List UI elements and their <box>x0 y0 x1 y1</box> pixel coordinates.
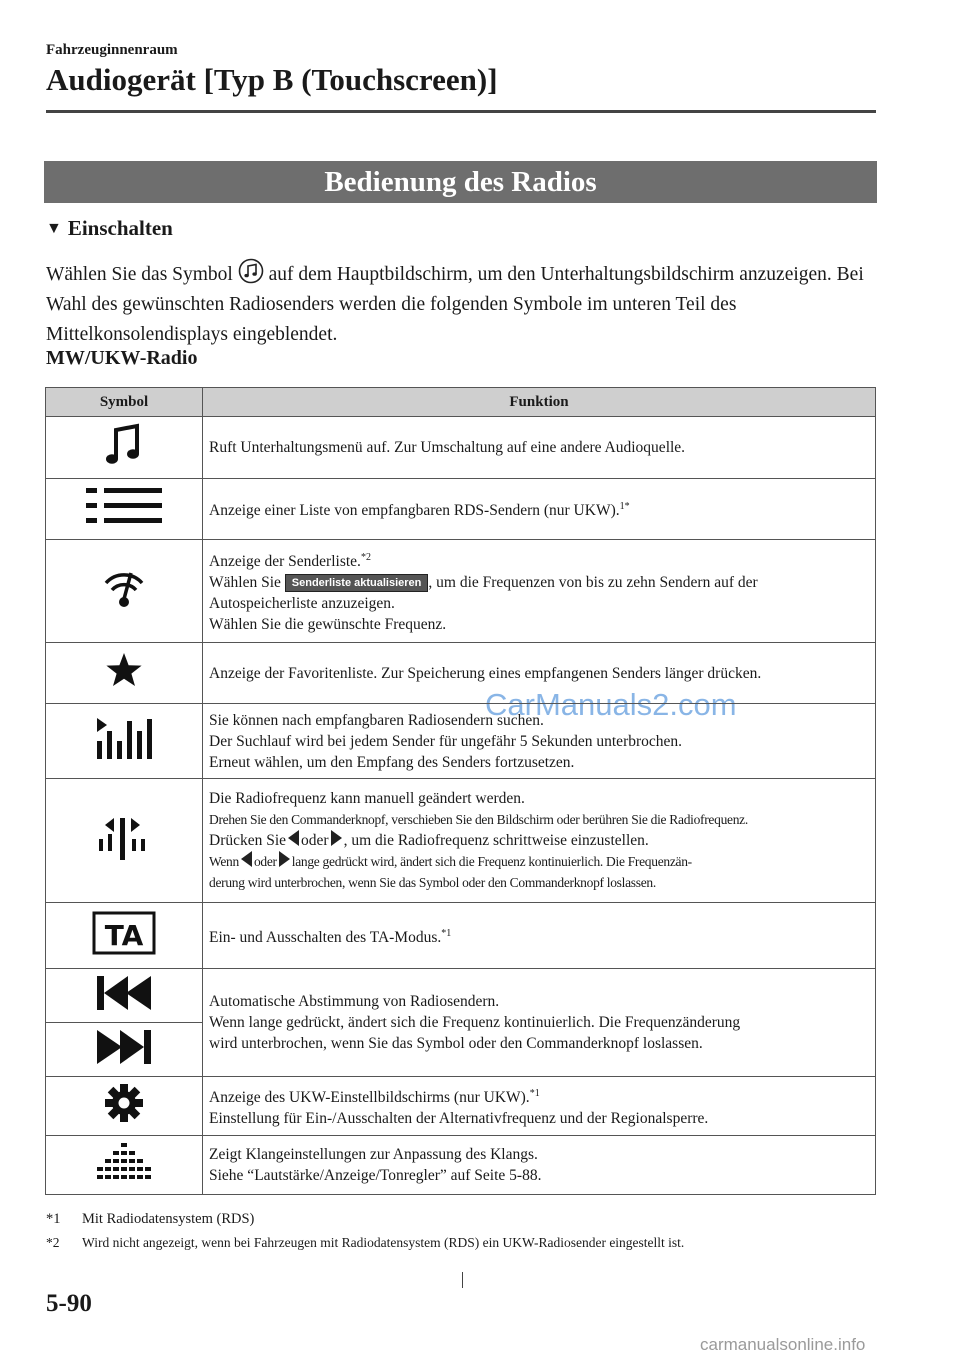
function-text: Der Suchlauf wird bei jedem Sender für ungefähr 5 Sekunden unterbrochen. <box>209 732 683 750</box>
function-text: Autospeicherliste anzuzeigen. <box>209 595 395 613</box>
page-title: Audiogerät [Typ B (Touchscreen)] <box>46 62 498 97</box>
footnote-ref: *2 <box>360 551 371 563</box>
triangle-left-icon <box>241 851 252 867</box>
function-text: Ruft Unterhaltungsmenü auf. Zur Umschaltung auf eine andere Audioquelle. <box>209 439 686 456</box>
function-text: Siehe “Lautstärke/Anzeige/Tonregler” auf Seite 5-88. <box>209 1167 542 1184</box>
function-text: Zeigt Klangeinstellungen zur Anpassung des Klangs. <box>209 1146 538 1163</box>
function-text: Automatische Abstimmung von Radiosendern. <box>209 993 500 1010</box>
function-cell <box>203 704 876 779</box>
symbol-cell <box>46 643 203 704</box>
band-heading: MW/UKW-Radio <box>46 347 198 369</box>
function-table <box>45 387 876 1195</box>
function-cell <box>203 479 876 540</box>
function-cell <box>203 779 876 903</box>
equalizer-segment <box>121 1159 127 1163</box>
triangle-left-icon <box>288 830 299 846</box>
ta-icon <box>92 911 156 955</box>
function-text: Einstellung für Ein-/Ausschalten der Alternativfrequenz und der Regionalsperre. <box>209 1110 709 1128</box>
symbol-cell <box>46 540 203 643</box>
equalizer-segment <box>105 1159 111 1163</box>
equalizer-segment <box>137 1175 143 1179</box>
section-title: Bedienung des Radios <box>44 161 877 203</box>
antenna-icon <box>102 567 146 609</box>
equalizer-segment <box>121 1167 127 1171</box>
table-row <box>46 643 876 704</box>
function-text: Wählen Sie <box>209 574 285 592</box>
footnote-2 <box>46 1231 684 1254</box>
function-text: Wählen Sie die gewünschte Frequenz. <box>209 616 447 634</box>
intro-text-end: auf dem Hauptbildschirm, um den Unterhaltungsbildschirm anzuzeigen. Bei Wahl des gewünschten Radiosenders werden die folgenden Symbole im unteren Teil des Mittelkonsolendisplays eingeblendet. <box>46 264 864 345</box>
table-row <box>46 1077 876 1136</box>
equalizer-segment <box>113 1159 119 1163</box>
footnote-ref: *1 <box>529 1087 540 1099</box>
function-text: derung wird unterbrochen, wenn Sie das Symbol oder den Commanderknopf loslassen. <box>209 875 656 890</box>
footnote-1 <box>46 1208 684 1231</box>
intro-text-start: Wählen Sie das Symbol <box>46 264 238 285</box>
function-cell <box>203 903 876 969</box>
function-text: Anzeige der Senderliste. <box>209 553 361 571</box>
skip-forward-icon <box>95 1028 153 1066</box>
function-text: Drücken Sie <box>209 832 287 849</box>
symbol-cell <box>46 1077 203 1136</box>
symbol-cell <box>46 779 203 903</box>
function-cell <box>203 643 876 704</box>
equalizer-segment <box>121 1143 127 1147</box>
function-text: oder <box>301 832 329 849</box>
symbol-cell <box>46 1136 203 1195</box>
equalizer-segment <box>145 1167 151 1171</box>
table-header <box>46 388 876 417</box>
equalizer-segment <box>137 1167 143 1171</box>
symbol-cell <box>46 1023 203 1077</box>
chapter-label: Fahrzeuginnenraum <box>46 42 178 58</box>
table-row <box>46 969 876 1023</box>
function-text: , um die Frequenzen von bis zu zehn Sendern auf der <box>428 574 758 592</box>
title-divider <box>46 110 876 113</box>
function-cell <box>203 1136 876 1195</box>
equalizer-segment <box>129 1159 135 1163</box>
footnote-ref: *1 <box>441 927 452 939</box>
subheading-text: Einschalten <box>67 216 173 240</box>
footnote-ref: 1* <box>619 501 630 513</box>
table-row <box>46 479 876 540</box>
function-text: Die Radiofrequenz kann manuell geändert werden. <box>209 790 525 807</box>
function-text: Anzeige der Favoritenliste. Zur Speicherung eines empfangenen Senders länger drücken. <box>209 664 762 682</box>
table-row <box>46 540 876 643</box>
watermark: CarManuals2.com <box>485 687 737 722</box>
ta-icon-label: TA <box>104 918 144 952</box>
function-text: Anzeige einer Liste von empfangbaren RDS-Sendern (nur UKW). <box>209 502 620 520</box>
function-cell <box>203 540 876 643</box>
function-text: Wenn <box>209 854 239 869</box>
equalizer-segment <box>129 1167 135 1171</box>
symbol-column-header: Symbol <box>46 388 203 417</box>
equalizer-segment <box>137 1159 143 1163</box>
equalizer-segment <box>105 1175 111 1179</box>
function-text: oder <box>253 854 277 869</box>
triangle-down-icon: ▼ <box>46 220 62 237</box>
scan-icon <box>94 715 154 761</box>
symbol-cell <box>46 969 203 1023</box>
triangle-right-icon <box>279 851 290 867</box>
equalizer-segment <box>121 1175 127 1179</box>
function-text: Sie können nach empfangbaren Radiosendern suchen. <box>209 711 544 729</box>
star-icon <box>105 652 143 688</box>
equalizer-segment <box>105 1167 111 1171</box>
equalizer-segment <box>145 1175 151 1179</box>
update-station-list-button: Senderliste aktualisieren <box>285 574 429 592</box>
center-tick <box>462 1272 463 1288</box>
tune-icon <box>97 815 151 861</box>
table-row <box>46 1136 876 1195</box>
footnote-text: Mit Radiodatensystem (RDS) <box>82 1211 255 1227</box>
symbol-cell <box>46 704 203 779</box>
function-text: wird unterbrochen, wenn Sie das Symbol oder den Commanderknopf loslassen. <box>209 1035 703 1052</box>
footer-site: carmanualsonline.info <box>700 1335 866 1354</box>
equalizer-segment <box>113 1167 119 1171</box>
footnote-mark: *1 <box>46 1211 61 1227</box>
equalizer-segment <box>129 1151 135 1155</box>
intro-paragraph <box>46 258 881 350</box>
symbol-cell <box>46 903 203 969</box>
table-row <box>46 417 876 479</box>
table-row <box>46 903 876 969</box>
symbol-cell <box>46 479 203 540</box>
equalizer-segment <box>113 1151 119 1155</box>
equalizer-segment <box>129 1175 135 1179</box>
function-column-header: Funktion <box>203 388 876 417</box>
table-row <box>46 779 876 903</box>
function-text: lange gedrückt wird, ändert sich die Frequenz kontinuierlich. Die Frequenzän- <box>291 854 692 869</box>
music-note-icon <box>103 423 145 467</box>
equalizer-icon <box>96 1139 152 1185</box>
footnote-text: Wird nicht angezeigt, wenn bei Fahrzeugen mit Radiodatensystem (RDS) ein UKW-Radiosender eingestellt ist. <box>82 1235 685 1250</box>
gear-icon <box>104 1083 144 1123</box>
function-text: , um die Radiofrequenz schrittweise einzustellen. <box>343 832 649 849</box>
equalizer-segment <box>97 1175 103 1179</box>
function-cell <box>203 969 876 1077</box>
function-text: Ein- und Ausschalten des TA-Modus. <box>209 929 442 947</box>
equalizer-segment <box>113 1175 119 1179</box>
list-icon <box>84 486 164 526</box>
function-text: Erneut wählen, um den Empfang des Senders fortzusetzen. <box>209 753 575 771</box>
table-row <box>46 704 876 779</box>
subheading <box>46 216 173 241</box>
function-text: Wenn lange gedrückt, ändert sich die Frequenz kontinuierlich. Die Frequenzänderung <box>209 1014 741 1031</box>
function-text: Drehen Sie den Commanderknopf, verschieben Sie den Bildschirm oder berühren Sie die Radiofrequenz. <box>209 812 748 827</box>
footnotes <box>46 1208 684 1254</box>
triangle-right-icon <box>331 830 342 846</box>
function-text: Anzeige des UKW-Einstellbildschirms (nur UKW). <box>209 1089 530 1107</box>
symbol-cell <box>46 417 203 479</box>
page-number: 5-90 <box>46 1290 92 1317</box>
function-cell <box>203 417 876 479</box>
skip-back-icon <box>95 974 153 1012</box>
entertainment-circle-icon <box>238 258 264 284</box>
footnote-mark: *2 <box>46 1235 60 1250</box>
equalizer-segment <box>121 1151 127 1155</box>
function-cell <box>203 1077 876 1136</box>
equalizer-segment <box>97 1167 103 1171</box>
